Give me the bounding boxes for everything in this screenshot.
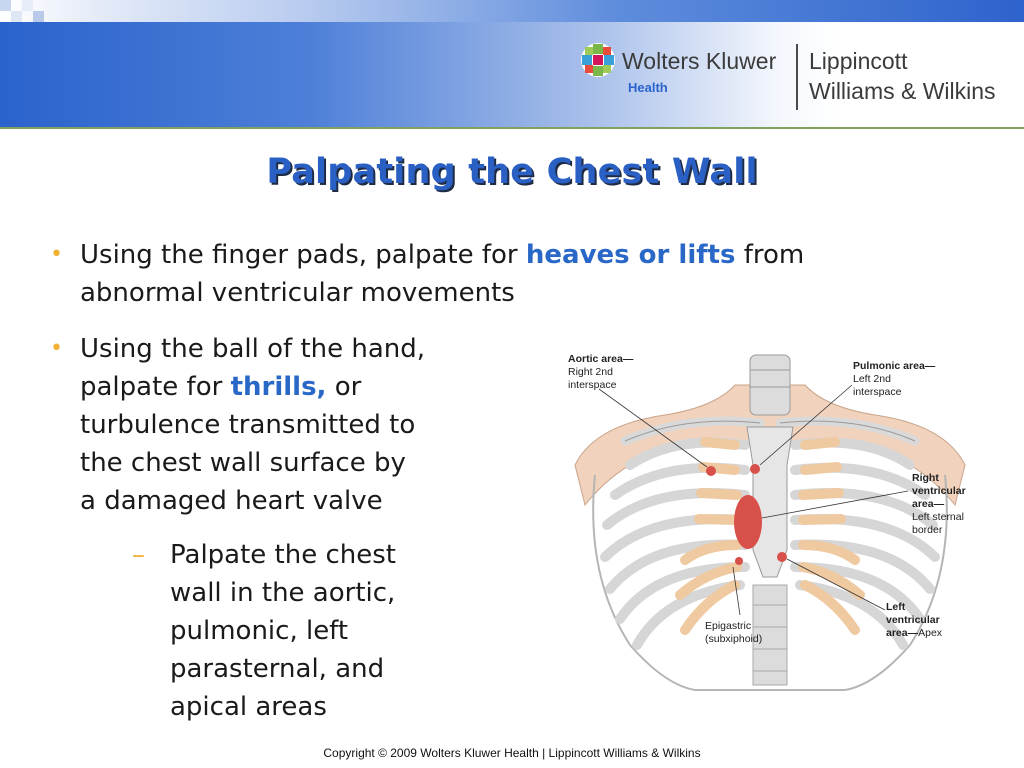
cervical-spine — [750, 355, 790, 415]
copyright-footer: Copyright © 2009 Wolters Kluwer Health | Lippincott Williams & Wilkins — [323, 746, 701, 760]
aortic-area-marker — [706, 466, 716, 476]
pulmonic-area-marker — [750, 464, 760, 474]
bullet-1-highlight: heaves or lifts — [525, 240, 736, 270]
bullet-2-highlight: thrills, — [230, 372, 327, 402]
rv-label-line2: ventricular — [912, 485, 966, 497]
logo-division: Health — [628, 80, 668, 95]
right-ventricular-area-marker — [734, 495, 762, 549]
lv-label-line3 — [886, 627, 943, 639]
decor-square — [11, 11, 22, 22]
header-rule — [0, 127, 1024, 129]
logo-brand-name: Wolters Kluwer — [622, 48, 777, 74]
bullet-1-line-1 — [80, 236, 804, 274]
logo-divider — [796, 44, 798, 110]
slide-title: Palpating the Chest Wall — [266, 152, 758, 192]
left-ventricular-area-marker — [777, 552, 787, 562]
lv-label-area: area— — [886, 627, 919, 639]
rv-label-line4: Left sternal — [912, 511, 964, 523]
right-ribs — [605, 442, 745, 645]
chest-wall-diagram — [555, 345, 985, 700]
sub-bullet-line-2: wall in the aortic, — [170, 578, 396, 608]
bullet-2-text-end: or — [326, 372, 362, 402]
wolters-kluwer-logo-icon — [580, 42, 616, 78]
aortic-label-title: Aortic area— — [568, 353, 634, 365]
epigastric-label-line2: (subxiphoid) — [705, 633, 763, 645]
publisher-logo — [578, 42, 1018, 114]
decor-square — [22, 0, 33, 11]
header-top-strip — [0, 0, 1024, 22]
bullet-1-text-end: from — [735, 240, 805, 270]
bullet-2-line-1: Using the ball of the hand, — [80, 334, 426, 364]
pulmonic-label-line3: interspace — [853, 386, 902, 398]
sub-bullet-line-1: Palpate the chest — [170, 540, 397, 570]
bullet-2-line-2 — [80, 368, 361, 406]
rv-label-line3: area— — [912, 498, 945, 510]
sub-bullet-line-5: apical areas — [170, 692, 327, 722]
sub-bullet-marker: – — [132, 540, 145, 570]
publisher-name-line2: Williams & Wilkins — [809, 78, 996, 104]
bullet-marker: • — [50, 242, 63, 267]
decor-square — [0, 0, 11, 11]
epigastric-label-line1: Epigastric — [705, 620, 752, 632]
rv-label-line5: border — [912, 524, 943, 536]
rv-label-line1: Right — [912, 472, 939, 484]
bullet-1-line-2: abnormal ventricular movements — [80, 278, 515, 308]
bullet-2-line-4: the chest wall surface by — [80, 448, 406, 478]
bullet-2-text: palpate for — [80, 372, 231, 402]
sub-bullet-line-4: parasternal, and — [170, 654, 385, 684]
pulmonic-label-line2: Left 2nd — [853, 373, 891, 385]
aortic-label-line3: interspace — [568, 379, 617, 391]
bullet-2-line-5: a damaged heart valve — [80, 486, 383, 516]
lv-label-line2: ventricular — [886, 614, 940, 626]
sub-bullet-line-3: pulmonic, left — [170, 616, 349, 646]
lv-label-apex: Apex — [918, 627, 943, 639]
lv-label-line1: Left — [886, 601, 906, 613]
bullet-1-text: Using the finger pads, palpate for — [80, 240, 526, 270]
pulmonic-label-title: Pulmonic area— — [853, 360, 936, 372]
bullet-marker: • — [50, 336, 63, 361]
publisher-name-line1: Lippincott — [809, 48, 908, 74]
aortic-label-line2: Right 2nd — [568, 366, 613, 378]
bullet-2-line-3: turbulence transmitted to — [80, 410, 416, 440]
epigastric-area-marker — [735, 557, 743, 565]
decor-square — [33, 11, 44, 22]
